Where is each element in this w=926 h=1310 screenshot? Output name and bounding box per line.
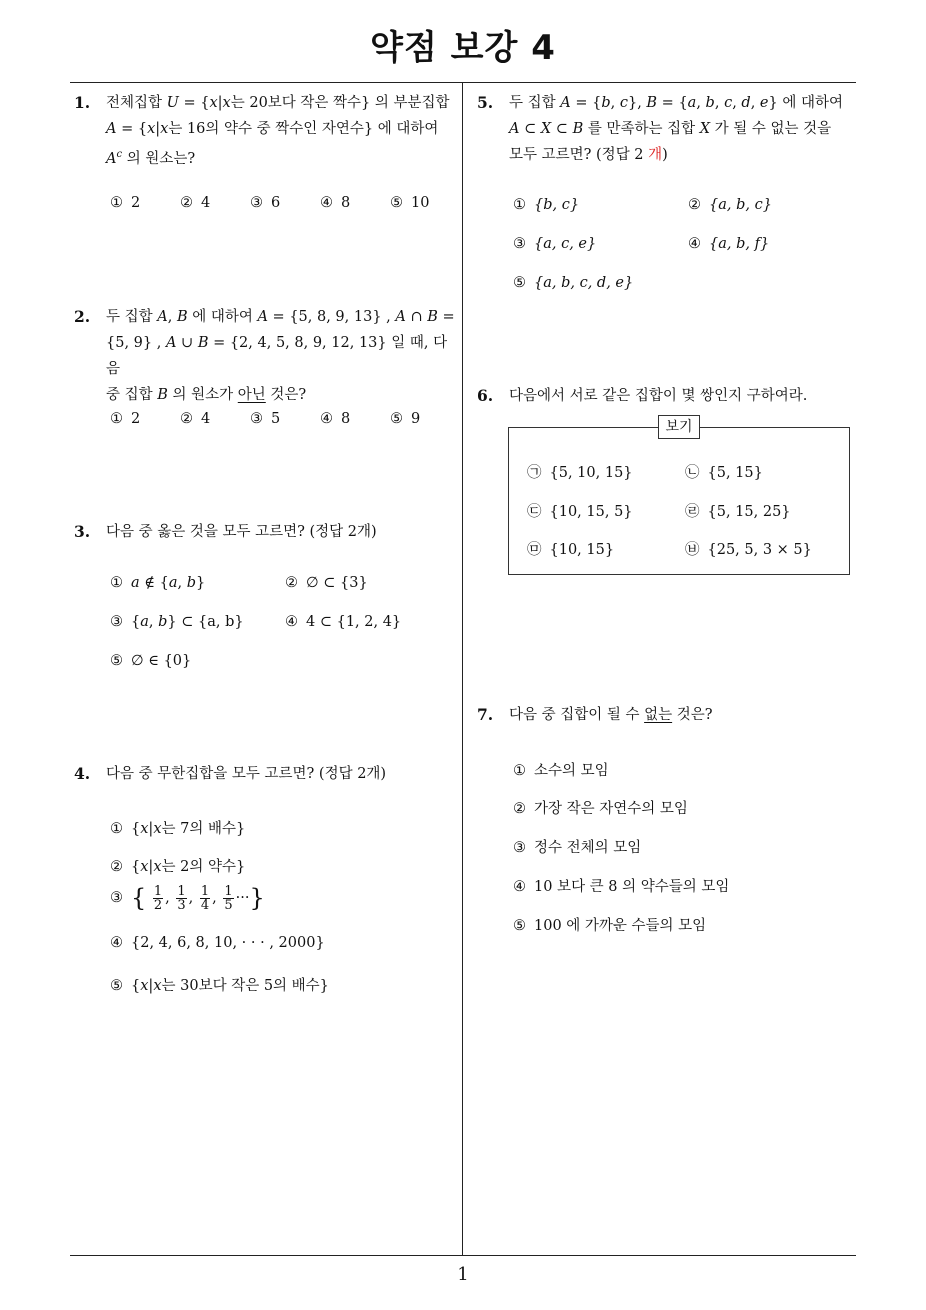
q1-option-5[interactable]: ⑤ 10 [390,195,430,211]
question-6 [477,383,867,409]
q3-option-4[interactable]: ④ 4 ⊂ {1, 2, 4} [285,614,402,630]
question-number: 2. [74,307,91,326]
q4-option-4[interactable]: ④ {2, 4, 6, 8, 10, · · · , 2000} [110,935,325,951]
page-title: 약점 보강 4 [370,28,556,68]
top-rule [70,82,856,83]
q1-option-2[interactable]: ② 4 [180,195,211,211]
bogi-item-1: ㉠ {5, 10, 15} [527,465,633,481]
q7-option-3[interactable]: ③ 정수 전체의 모임 [513,840,642,856]
question-stem: 두 집합 A, B 에 대하여 A = {5, 8, 9, 13} , A ∩ B = {5, 9} , A ∪ B = {2, 4, 5, 8, 9, 12, 13} 일 때, 다음 중 집합 B 의 원소가 아닌 것은? [106,309,455,403]
q7-option-5[interactable]: ⑤ 100 에 가까운 수들의 모임 [513,918,707,934]
question-number: 5. [477,93,494,112]
question-stem: 다음 중 옳은 것을 모두 고르면? (정답 2개) [106,524,377,540]
question-2 [74,304,459,408]
bogi-item-4: ㉣ {5, 15, 25} [685,504,791,520]
q7-option-4[interactable]: ④ 10 보다 큰 8 의 약수들의 모임 [513,879,730,895]
q2-option-2[interactable]: ② 4 [180,411,211,427]
question-stem: 다음 중 집합이 될 수 없는 것은? [509,707,713,723]
q2-option-5[interactable]: ⑤ 9 [390,411,421,427]
bogi-item-2: ㉡ {5, 15} [685,465,763,481]
q5-option-2[interactable]: ② {a, b, c} [688,197,772,213]
question-number: 6. [477,386,494,405]
question-stem: 두 집합 A = {b, c}, B = {a, b, c, d, e} 에 대하여 A ⊂ X ⊂ B 를 만족하는 집합 X 가 될 수 없는 것을 모두 고르면? (정답 2 개) [509,95,843,163]
q7-option-1[interactable]: ① 소수의 모임 [513,763,609,779]
column-divider [462,83,463,1255]
q4-option-1[interactable]: ① {x|x는 7의 배수} [110,821,246,837]
q3-option-3[interactable]: ③ {a, b} ⊂ {a, b} [110,614,244,630]
question-stem: 다음 중 무한집합을 모두 고르면? (정답 2개) [106,766,387,782]
question-stem: 다음에서 서로 같은 집합이 몇 쌍인지 구하여라. [509,388,808,404]
question-number: 7. [477,705,494,724]
question-number: 4. [74,764,91,783]
bogi-item-5: ㉤ {10, 15} [527,542,615,558]
q3-option-2[interactable]: ② ∅ ⊂ {3} [285,575,368,591]
bottom-rule [70,1255,856,1256]
q1-option-4[interactable]: ④ 8 [320,195,351,211]
q5-option-5[interactable]: ⑤ {a, b, c, d, e} [513,275,634,291]
q4-option-3[interactable]: ③ { $\frac{1}{2}$ , $\frac{1}{3}$ , $\frac{1}{4}$ , $\frac{1}{5}$ ···} [110,883,265,913]
bogi-label: 보기 [658,415,700,439]
bogi-item-3: ㉢ {10, 15, 5} [527,504,633,520]
q7-option-2[interactable]: ② 가장 작은 자연수의 모임 [513,801,688,817]
q5-option-3[interactable]: ③ {a, c, e} [513,236,597,252]
question-stem: 전체집합 U = {x|x는 20보다 작은 짝수} 의 부분집합 A = {x|x는 16의 약수 중 짝수인 자연수} 에 대하여 $A^c$ 의 원소는? [106,95,450,167]
page-number: 1 [457,1264,469,1285]
q1-option-1[interactable]: ① 2 [110,195,141,211]
q2-option-3[interactable]: ③ 5 [250,411,281,427]
q2-option-4[interactable]: ④ 8 [320,411,351,427]
q1-option-3[interactable]: ③ 6 [250,195,281,211]
bogi-item-6: ㉥ {25, 5, 3 × 5} [685,542,812,558]
q3-option-5[interactable]: ⑤ ∅ ∈ {0} [110,653,192,669]
question-5 [477,90,867,168]
q4-option-2[interactable]: ② {x|x는 2의 약수} [110,859,246,875]
q5-option-4[interactable]: ④ {a, b, f} [688,236,770,252]
question-4 [74,761,459,787]
question-number: 3. [74,522,91,541]
question-3 [74,519,459,545]
q3-option-1[interactable]: ① a ∉ {a, b} [110,575,206,591]
question-1 [74,90,459,172]
q5-option-1[interactable]: ① {b, c} [513,197,580,213]
q2-option-1[interactable]: ① 2 [110,411,141,427]
question-7 [477,702,867,728]
question-number: 1. [74,93,91,112]
q4-option-5[interactable]: ⑤ {x|x는 30보다 작은 5의 배수} [110,978,329,994]
